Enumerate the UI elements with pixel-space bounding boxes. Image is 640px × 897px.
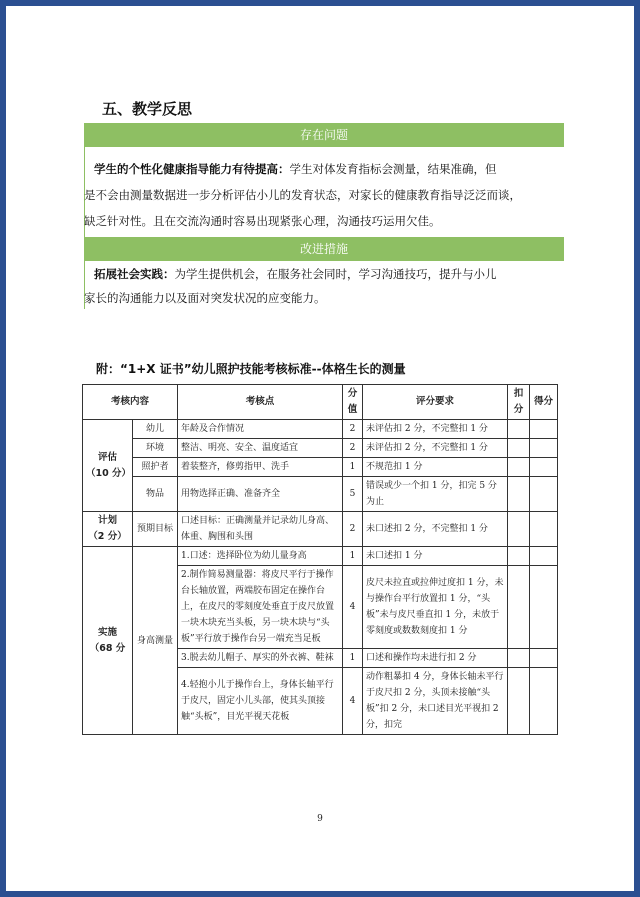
problems-header: 存在问题: [84, 123, 564, 147]
section-title: 五、教学反思: [102, 100, 193, 118]
category-eval-label: 评估: [97, 451, 117, 463]
score-cell: 2: [343, 512, 363, 547]
table-header-row: [83, 385, 558, 420]
score-cell: 5: [343, 477, 363, 512]
improvements-line-1: [84, 263, 564, 285]
deduct-cell: [508, 649, 530, 668]
problems-lead: 学生的个性化健康指导能力有待提高：: [94, 162, 290, 176]
table-row: [83, 420, 558, 439]
table-row: [83, 477, 558, 512]
score-cell: 2: [343, 439, 363, 458]
problems-line-2: 是不会由测量数据进一步分析评估小儿的发育状态，对家长的健康教育指导泛泛而谈，: [84, 188, 521, 202]
appendix-title: 附：“1+X 证书”幼儿照护技能考核标准--体格生长的测量: [96, 362, 406, 376]
table-row: [83, 512, 558, 547]
point-cell: 口述目标：正确测量并记录幼儿身高、体重、胸围和头围: [178, 512, 343, 547]
point-cell: 3.脱去幼儿帽子、厚实的外衣裤、鞋袜: [178, 649, 343, 668]
requirement-cell: 不规范扣 1 分: [363, 458, 508, 477]
problems-line-1-text: 学生对体发育指标会测量，结果准确，但: [289, 162, 497, 176]
deduct-cell: [508, 547, 530, 566]
requirement-cell: 未评估扣 2 分，不完整扣 1 分: [363, 439, 508, 458]
got-cell: [530, 512, 558, 547]
header-requirement: 评分要求: [363, 385, 508, 420]
score-cell: 2: [343, 420, 363, 439]
table-row: [83, 547, 558, 566]
got-cell: [530, 547, 558, 566]
point-cell: 着装整齐，修剪指甲、洗手: [178, 458, 343, 477]
assessment-table: [82, 384, 558, 735]
header-deduct: 扣分: [508, 385, 530, 420]
point-cell: 用物选择正确、准备齐全: [178, 477, 343, 512]
requirement-cell: 未口述扣 2 分，不完整扣 1 分: [363, 512, 508, 547]
table-row: [83, 439, 558, 458]
point-cell: 整洁、明亮、安全、温度适宜: [178, 439, 343, 458]
improvements-line-1-text: 为学生提供机会，在服务社会同时，学习沟通技巧，提升与小儿: [174, 267, 497, 281]
got-cell: [530, 458, 558, 477]
requirement-cell: 错误或少一个扣 1 分，扣完 5 分为止: [363, 477, 508, 512]
requirement-cell: 皮尺未拉直或拉伸过度扣 1 分，未与操作台平行放置扣 1 分，“头板”未与皮尺垂直扣 1 分，未放于零刻度或数数刻度扣 1 分: [363, 566, 508, 649]
category-plan: [83, 512, 133, 547]
score-cell: 1: [343, 649, 363, 668]
header-point: 考核点: [178, 385, 343, 420]
deduct-cell: [508, 566, 530, 649]
requirement-cell: 未口述扣 1 分: [363, 547, 508, 566]
deduct-cell: [508, 477, 530, 512]
problems-line-3: 缺乏针对性。且在交流沟通时容易出现紧张心理，沟通技巧运用欠佳。: [84, 214, 441, 228]
header-content: 考核内容: [83, 385, 178, 420]
point-cell: 1.口述：选择卧位为幼儿量身高: [178, 547, 343, 566]
problems-line-1: [84, 158, 564, 180]
sub-item: 照护者: [133, 458, 178, 477]
score-cell: 4: [343, 668, 363, 735]
category-impl: [83, 547, 133, 735]
document-page: [6, 6, 634, 891]
point-cell: 4.轻抱小儿于操作台上，身体长轴平行于皮尺，固定小儿头部，使其头顶接触“头板”，目光平视天花板: [178, 668, 343, 735]
got-cell: [530, 477, 558, 512]
category-plan-label: 计划: [97, 515, 117, 526]
sub-item: 预期目标: [133, 512, 178, 547]
deduct-cell: [508, 668, 530, 735]
category-eval: [83, 420, 133, 512]
got-cell: [530, 420, 558, 439]
improvements-header: 改进措施: [84, 237, 564, 261]
improvements-lead: 拓展社会实践：: [94, 267, 175, 281]
requirement-cell: 口述和操作均未进行扣 2 分: [363, 649, 508, 668]
category-impl-score: （68 分: [89, 642, 126, 654]
got-cell: [530, 566, 558, 649]
deduct-cell: [508, 420, 530, 439]
improvements-line-2: 家长的沟通能力以及面对突发状况的应变能力。: [84, 291, 326, 305]
got-cell: [530, 668, 558, 735]
category-plan-score: （2 分）: [88, 531, 127, 542]
header-score: 分值: [343, 385, 363, 420]
deduct-cell: [508, 512, 530, 547]
deduct-cell: [508, 439, 530, 458]
requirement-cell: 动作粗暴扣 4 分，身体长轴未平行于皮尺扣 2 分，头顶未接触“头板”扣 2 分，未口述目光平视扣 2 分，扣完: [363, 668, 508, 735]
page-number: 9: [317, 814, 323, 824]
got-cell: [530, 439, 558, 458]
header-got: 得分: [530, 385, 558, 420]
score-cell: 4: [343, 566, 363, 649]
sub-item: 身高测量: [133, 547, 178, 735]
got-cell: [530, 649, 558, 668]
point-cell: 年龄及合作情况: [178, 420, 343, 439]
sub-item: 物品: [133, 477, 178, 512]
sub-item: 幼儿: [133, 420, 178, 439]
category-impl-label: 实施: [97, 626, 117, 638]
sub-item: 环境: [133, 439, 178, 458]
score-cell: 1: [343, 547, 363, 566]
point-cell: 2.制作简易测量器：将皮尺平行于操作台长轴放置，两端胶布固定在操作台上，在皮尺的零刻度处垂直于皮尺放置一块木块充当头板，另一块木块与“头板”平行放于操作台另一端充当足板: [178, 566, 343, 649]
requirement-cell: 未评估扣 2 分，不完整扣 1 分: [363, 420, 508, 439]
category-eval-score: （10 分）: [86, 467, 132, 479]
deduct-cell: [508, 458, 530, 477]
table-row: [83, 458, 558, 477]
score-cell: 1: [343, 458, 363, 477]
